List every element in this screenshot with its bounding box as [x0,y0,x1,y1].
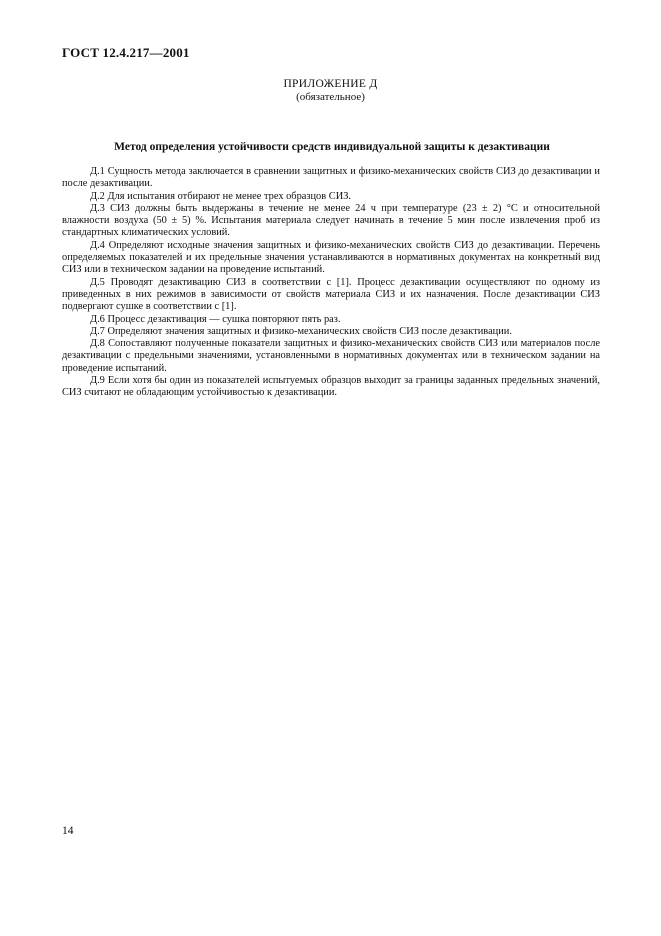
paragraph-d7: Д.7 Определяют значения защитных и физико-механических свойств СИЗ после дезактивации. [90,325,512,337]
paragraph-d3: Д.3 СИЗ должны быть выдержаны в течение не менее 24 ч при температуре (23 ± 2) °С и относительной влажности воздуха (50 ± 5) %. Испытания материала следует начинать в течение 5 мин после извлечения проб из стандартных климатических условий. [62,202,600,239]
appendix-subtitle: (обязательное) [296,91,365,103]
paragraph-d2: Д.2 Для испытания отбирают не менее трех образцов СИЗ. [90,190,351,202]
paragraph-d1: Д.1 Сущность метода заключается в сравнении защитных и физико-механических свойств СИЗ до дезактивации и после дезактивации. [62,166,600,190]
paragraph-d9: Д.9 Если хотя бы один из показателей испытуемых образцов выходит за границы заданных предельных значений, СИЗ считают не обладающим устойчивостью к дезактивации. [62,375,600,399]
paragraph-d6: Д.6 Процесс дезактивация — сушка повторяют пять раз. [90,313,341,325]
document-code: ГОСТ 12.4.217—2001 [62,45,190,60]
appendix-heading [0,78,661,104]
paragraph-d5: Д.5 Проводят дезактивацию СИЗ в соответствии с [1]. Процесс дезактивации осуществляют по одному из приведенных в них режимов в зависимости от свойств материала СИЗ и их назначения. После дезактивации СИЗ подвергают сушке в соответствии с [1]. [62,276,600,313]
paragraph-d4: Д.4 Определяют исходные значения защитных и физико-механических свойств СИЗ до дезактивации. Перечень определяемых показателей и их предельные значения устанавливаются в нормативных документах на конкретный вид СИЗ или в техническом задании на проведение испытаний. [62,239,600,276]
paragraph-d8: Д.8 Сопоставляют полученные показатели защитных и физико-механических свойств СИЗ или материалов после дезактивации с предельными значениями, установленными в нормативных документах или в техническом задании на проведение испытаний. [62,338,600,374]
page-number: 14 [62,825,74,837]
section-title: Метод определения устойчивости средств индивидуальной защиты к дезактивации [114,141,550,153]
appendix-title: ПРИЛОЖЕНИЕ Д [283,78,378,90]
body-text [62,166,600,400]
